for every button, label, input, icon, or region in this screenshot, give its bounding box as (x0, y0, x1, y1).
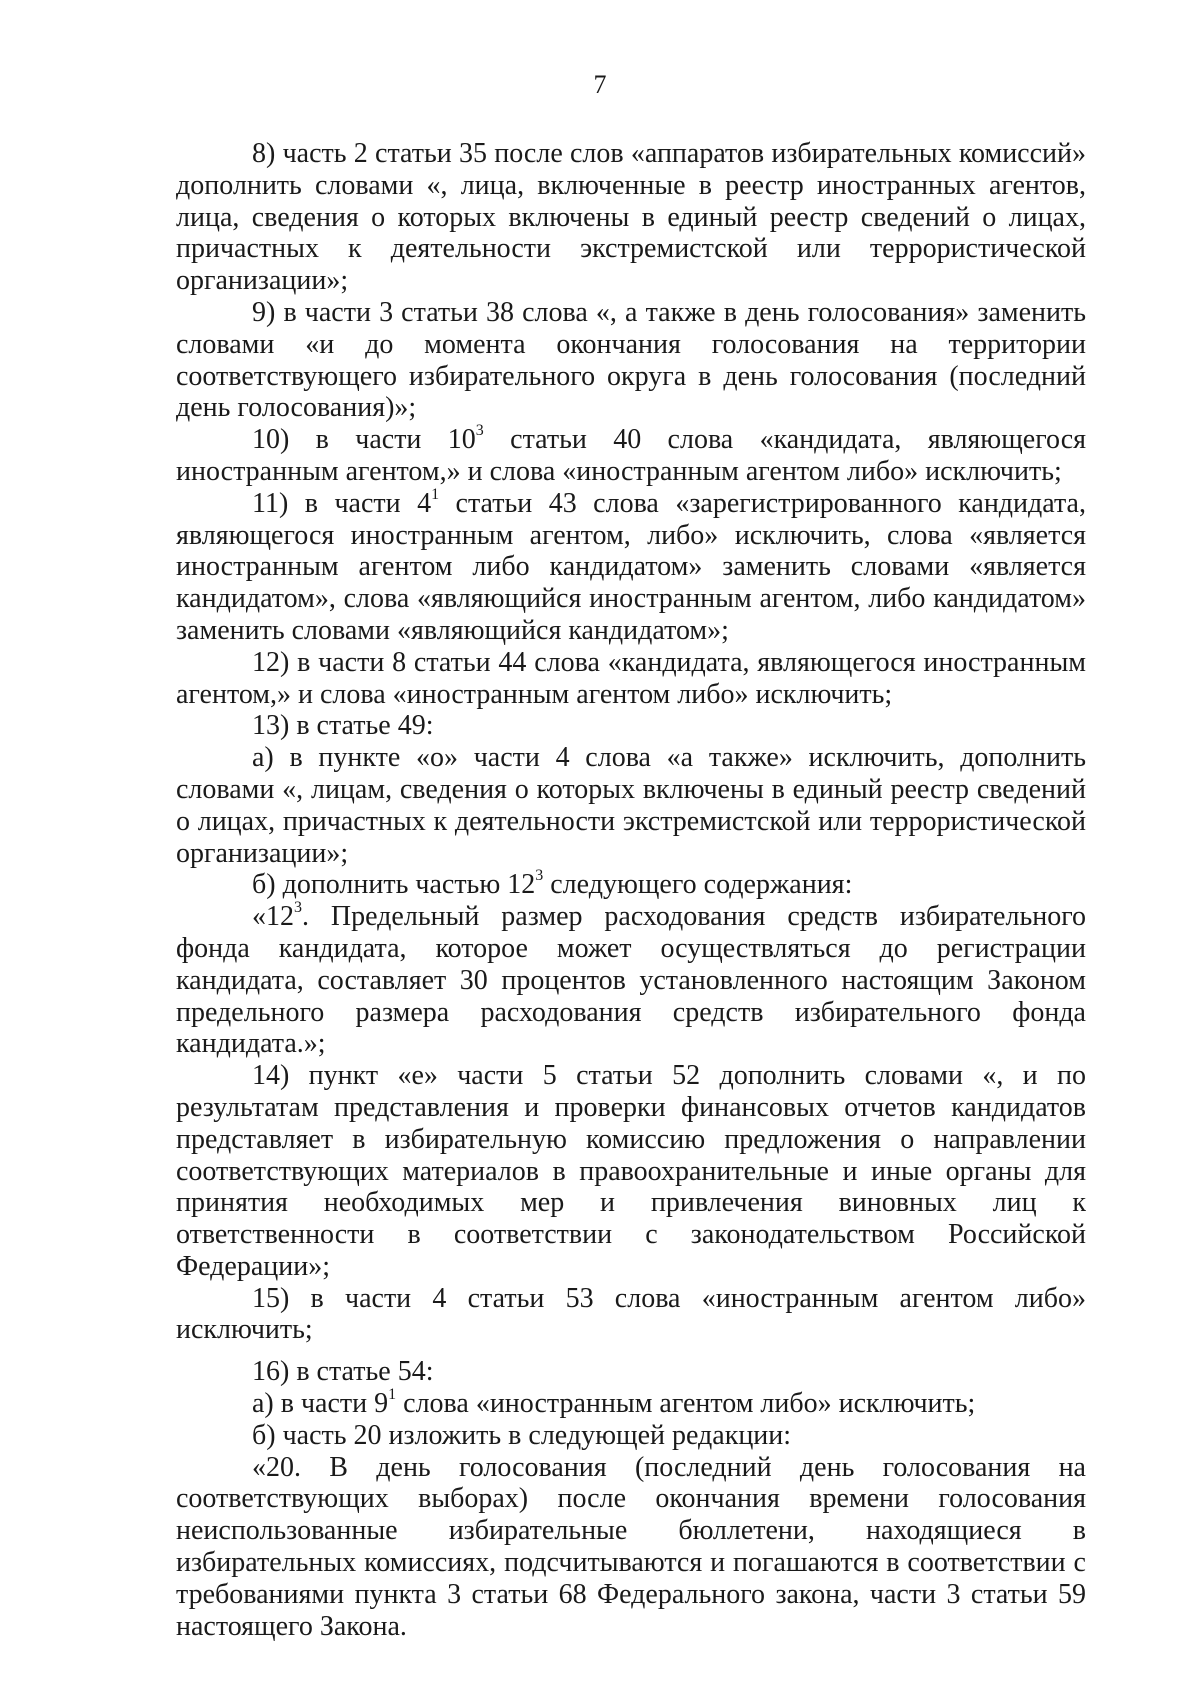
paragraph-text: а) в пункте «о» части 4 слова «а также» исключить, дополнить словами «, лицам, сведения о которых включены в единый реестр сведений о лицах, причастных к деятельности экстремистской или террористической организации»; (176, 742, 1086, 869)
paragraph (176, 1060, 1086, 1283)
paragraph-text: слова «иностранным агентом либо» исключить; (396, 1388, 976, 1420)
paragraph (176, 647, 1086, 711)
paragraph (176, 297, 1086, 424)
paragraph-text: 12) в части 8 статьи 44 слова «кандидата, являющегося иностранным агентом,» и слова «иностранным агентом либо» исключить; (176, 646, 1086, 710)
paragraph (176, 1356, 1086, 1388)
paragraph-text: статьи 40 слова «кандидата, являющегося иностранным агентом,» и слова «иностранным агентом либо» исключить; (176, 424, 1087, 487)
document-body (176, 138, 1086, 1642)
superscript-index: 3 (535, 867, 544, 885)
paragraph-text: 15) в части 4 статьи 53 слова «иностранным агентом либо» исключить; (176, 1282, 1086, 1346)
paragraph (176, 424, 1086, 488)
paragraph-text: . Предельный размер расходования средств избирательного фонда кандидата, которое может осуществляться до регистрации кандидата, составляет 30 процентов установленного настоящим Законом предельного размера расходования средств избирательного фонда кандидата.»; (176, 901, 1086, 1060)
superscript-index: 1 (431, 485, 440, 503)
paragraph-text: 11) в части 4 (252, 487, 432, 519)
paragraph-text: 8) часть 2 статьи 35 после слов «аппаратов избирательных комиссий» дополнить словами «, лица, включенные в реестр иностранных агентов, лица, сведения о которых включены в единый реестр сведений о лицах, причастных к деятельности экстремистской или террористической организации»; (176, 138, 1086, 297)
paragraph-text: б) часть 20 изложить в следующей редакции: (252, 1419, 792, 1451)
paragraph-text: 16) в статье 54: (252, 1356, 434, 1388)
paragraph-text: 14) пункт «е» части 5 статьи 52 дополнить словами «, и по результатам представления и проверки финансовых отчетов кандидатов представляет в избирательную комиссию предложения о направлении соответствующих материалов в правоохранительные и иные органы для принятия необходимых мер и привлечения виновных лиц к ответственности в соответствии с законодательством Российской Федерации»; (176, 1060, 1086, 1282)
superscript-index: 3 (294, 899, 302, 917)
paragraph (176, 1452, 1086, 1643)
paragraph-text: а) в части 9 (252, 1388, 389, 1420)
paragraph-text: «12 (252, 901, 294, 933)
paragraph (176, 1420, 1086, 1452)
superscript-index: 3 (475, 422, 484, 440)
paragraph (176, 1388, 1086, 1420)
paragraph-text: «20. В день голосования (последний день голосования на соответствующих выборах) после окончания времени голосования неиспользованные избирательные бюллетени, находящиеся в избирательных комиссиях, подсчитываются и погашаются в соответствии с требованиями пункта 3 статьи 68 Федерального закона, части 3 статьи 59 настоящего Закона. (176, 1451, 1086, 1642)
paragraph (176, 869, 1086, 901)
paragraph-text: 10) в части 10 (252, 424, 476, 456)
paragraph-text: 9) в части 3 статьи 38 слова «, а также в день голосования» заменить словами «и до момента окончания голосования на территории соответствующего избирательного округа в день голосования (последний день голосования)»; (176, 296, 1086, 424)
paragraph (176, 742, 1086, 869)
paragraph (176, 1283, 1086, 1347)
paragraph (176, 710, 1086, 742)
superscript-index: 1 (388, 1386, 397, 1404)
paragraph (176, 901, 1086, 1060)
paragraph-text: 13) в статье 49: (252, 710, 434, 742)
paragraph-text: статьи 43 слова «зарегистрированного кандидата, являющегося иностранным агентом, либо» исключить, слова «является иностранным агентом либо кандидатом» заменить словами «является кандидатом», слова «являющийся иностранным агентом, либо кандидатом» заменить словами «являющийся кандидатом»; (176, 487, 1086, 646)
paragraph (176, 138, 1086, 297)
paragraph-text: б) дополнить частью 12 (252, 869, 536, 901)
paragraph (176, 485, 1086, 647)
page-number: 7 (593, 70, 607, 99)
paragraph-text: следующего содержания: (543, 869, 853, 901)
